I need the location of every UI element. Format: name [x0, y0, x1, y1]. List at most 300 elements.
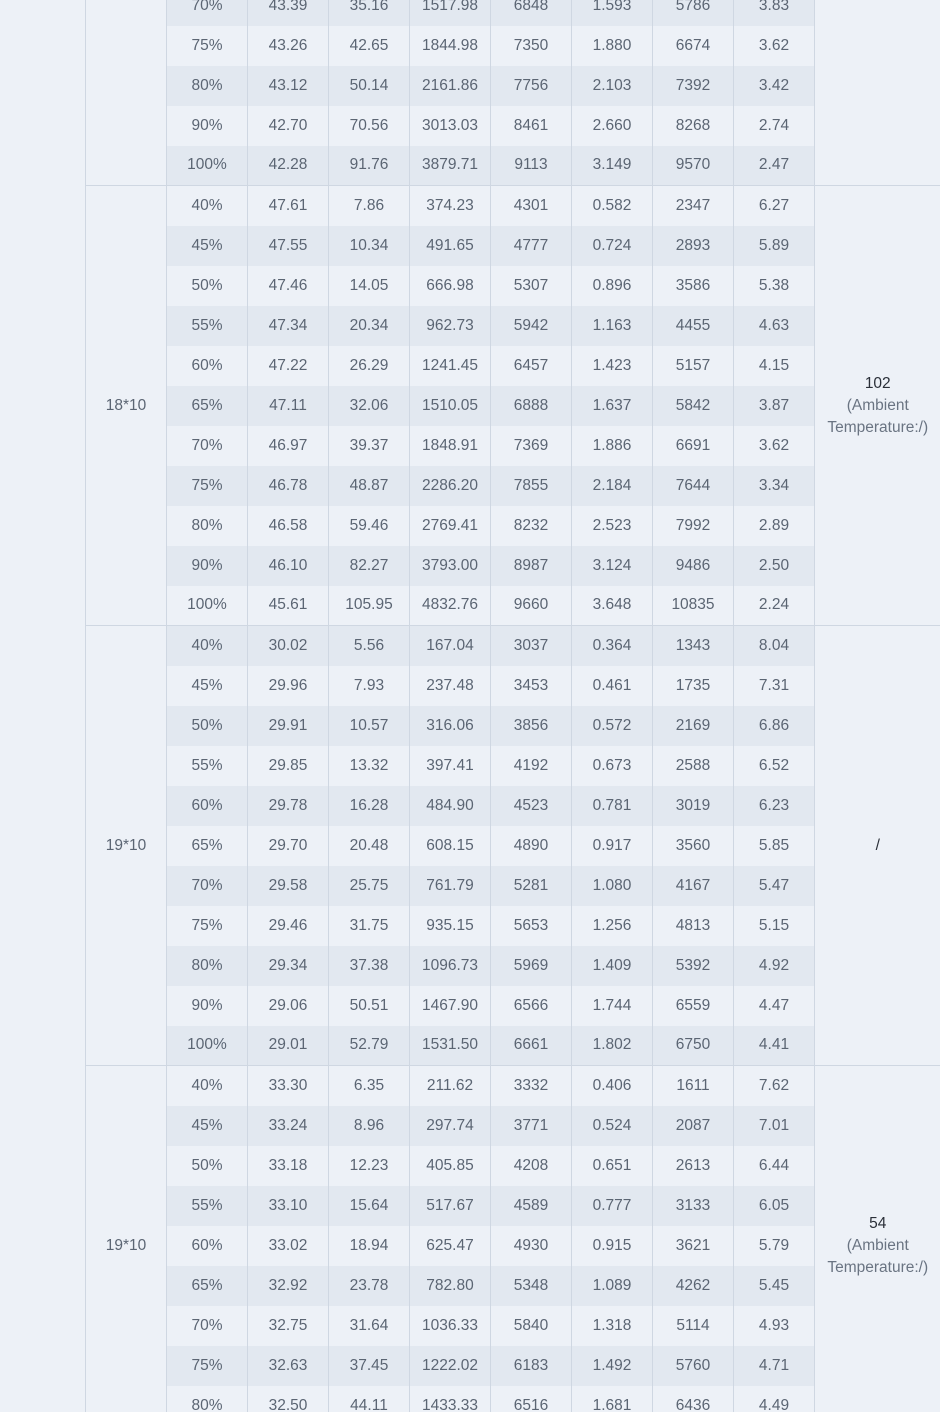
- value-cell: 44.11: [329, 1386, 410, 1412]
- value-cell: 42.65: [329, 26, 410, 66]
- value-cell: 26.29: [329, 346, 410, 386]
- value-cell: 2.103: [572, 66, 653, 106]
- table-row: [86, 986, 940, 1026]
- value-cell: 8461: [491, 106, 572, 146]
- value-cell: 9486: [653, 546, 734, 586]
- value-cell: 8268: [653, 106, 734, 146]
- value-cell: 32.63: [248, 1346, 329, 1386]
- value-cell: 29.78: [248, 786, 329, 826]
- value-cell: 7.31: [734, 666, 815, 706]
- value-cell: 5942: [491, 306, 572, 346]
- value-cell: 10835: [653, 586, 734, 626]
- value-cell: 1.593: [572, 0, 653, 26]
- value-cell: 91.76: [329, 146, 410, 186]
- value-cell: 211.62: [410, 1066, 491, 1106]
- load-percent-cell: 70%: [167, 426, 248, 466]
- value-cell: 6.52: [734, 746, 815, 786]
- value-cell: 3879.71: [410, 146, 491, 186]
- table-row: [86, 1386, 940, 1412]
- load-percent-cell: 80%: [167, 946, 248, 986]
- value-cell: 491.65: [410, 226, 491, 266]
- value-cell: 3.87: [734, 386, 815, 426]
- value-cell: 4.92: [734, 946, 815, 986]
- value-cell: 4523: [491, 786, 572, 826]
- value-cell: 0.724: [572, 226, 653, 266]
- value-cell: 20.34: [329, 306, 410, 346]
- value-cell: 1510.05: [410, 386, 491, 426]
- value-cell: 2769.41: [410, 506, 491, 546]
- value-cell: 10.57: [329, 706, 410, 746]
- value-cell: 2169: [653, 706, 734, 746]
- value-cell: 1467.90: [410, 986, 491, 1026]
- model-size-cell: [86, 0, 167, 186]
- value-cell: 0.896: [572, 266, 653, 306]
- value-cell: 517.67: [410, 1186, 491, 1226]
- load-percent-cell: 75%: [167, 466, 248, 506]
- table-row: [86, 786, 940, 826]
- value-cell: 42.28: [248, 146, 329, 186]
- value-cell: 1.744: [572, 986, 653, 1026]
- value-cell: 2286.20: [410, 466, 491, 506]
- value-cell: 3560: [653, 826, 734, 866]
- value-cell: 6.05: [734, 1186, 815, 1226]
- value-cell: 5969: [491, 946, 572, 986]
- value-cell: 12.23: [329, 1146, 410, 1186]
- value-cell: 316.06: [410, 706, 491, 746]
- value-cell: 70.56: [329, 106, 410, 146]
- value-cell: 5.56: [329, 626, 410, 666]
- value-cell: 32.92: [248, 1266, 329, 1306]
- table-row: [86, 226, 940, 266]
- value-cell: 29.01: [248, 1026, 329, 1066]
- table-row: [86, 586, 940, 626]
- value-cell: 2.50: [734, 546, 815, 586]
- value-cell: 33.30: [248, 1066, 329, 1106]
- value-cell: 18.94: [329, 1226, 410, 1266]
- value-cell: 1.637: [572, 386, 653, 426]
- value-cell: 5281: [491, 866, 572, 906]
- load-percent-cell: 100%: [167, 586, 248, 626]
- value-cell: 50.14: [329, 66, 410, 106]
- value-cell: 4930: [491, 1226, 572, 1266]
- table-row: [86, 106, 940, 146]
- load-percent-cell: 65%: [167, 826, 248, 866]
- value-cell: 0.572: [572, 706, 653, 746]
- value-cell: 5.15: [734, 906, 815, 946]
- remark-cell: [815, 0, 940, 186]
- table-row: [86, 386, 940, 426]
- table-row: [86, 1306, 940, 1346]
- load-percent-cell: 45%: [167, 666, 248, 706]
- value-cell: 9660: [491, 586, 572, 626]
- load-percent-cell: 80%: [167, 1386, 248, 1412]
- value-cell: 3586: [653, 266, 734, 306]
- value-cell: 5114: [653, 1306, 734, 1346]
- value-cell: 43.12: [248, 66, 329, 106]
- value-cell: 3.83: [734, 0, 815, 26]
- value-cell: 47.22: [248, 346, 329, 386]
- value-cell: 7855: [491, 466, 572, 506]
- value-cell: 1096.73: [410, 946, 491, 986]
- value-cell: 0.524: [572, 1106, 653, 1146]
- value-cell: 4.71: [734, 1346, 815, 1386]
- value-cell: 6691: [653, 426, 734, 466]
- value-cell: 3453: [491, 666, 572, 706]
- load-percent-cell: 75%: [167, 26, 248, 66]
- value-cell: 29.46: [248, 906, 329, 946]
- value-cell: 0.917: [572, 826, 653, 866]
- value-cell: 29.58: [248, 866, 329, 906]
- value-cell: 33.24: [248, 1106, 329, 1146]
- value-cell: 4.15: [734, 346, 815, 386]
- value-cell: 4455: [653, 306, 734, 346]
- value-cell: 1222.02: [410, 1346, 491, 1386]
- value-cell: 2087: [653, 1106, 734, 1146]
- value-cell: 4.93: [734, 1306, 815, 1346]
- value-cell: 82.27: [329, 546, 410, 586]
- value-cell: 30.02: [248, 626, 329, 666]
- value-cell: 1036.33: [410, 1306, 491, 1346]
- value-cell: 4.47: [734, 986, 815, 1026]
- load-percent-cell: 50%: [167, 266, 248, 306]
- value-cell: 4832.76: [410, 586, 491, 626]
- value-cell: 1.409: [572, 946, 653, 986]
- model-size-cell: 19*10: [86, 1066, 167, 1412]
- value-cell: 7644: [653, 466, 734, 506]
- value-cell: 47.46: [248, 266, 329, 306]
- table-row: [86, 826, 940, 866]
- value-cell: 484.90: [410, 786, 491, 826]
- value-cell: 5.85: [734, 826, 815, 866]
- value-cell: 7392: [653, 66, 734, 106]
- table-row: [86, 1026, 940, 1066]
- value-cell: 48.87: [329, 466, 410, 506]
- table-row: [86, 866, 940, 906]
- value-cell: 20.48: [329, 826, 410, 866]
- value-cell: 3.34: [734, 466, 815, 506]
- load-percent-cell: 60%: [167, 786, 248, 826]
- load-percent-cell: 75%: [167, 906, 248, 946]
- remark-cell: [815, 1066, 940, 1412]
- value-cell: 666.98: [410, 266, 491, 306]
- value-cell: 5653: [491, 906, 572, 946]
- value-cell: 50.51: [329, 986, 410, 1026]
- table-row: [86, 906, 940, 946]
- remark-value: 102: [864, 374, 891, 392]
- value-cell: 7992: [653, 506, 734, 546]
- value-cell: 6559: [653, 986, 734, 1026]
- value-cell: 0.781: [572, 786, 653, 826]
- value-cell: 4.41: [734, 1026, 815, 1066]
- value-cell: 0.461: [572, 666, 653, 706]
- value-cell: 1.318: [572, 1306, 653, 1346]
- value-cell: 2.89: [734, 506, 815, 546]
- value-cell: 43.26: [248, 26, 329, 66]
- value-cell: 43.39: [248, 0, 329, 26]
- value-cell: 962.73: [410, 306, 491, 346]
- remark-cell: [815, 186, 940, 626]
- value-cell: 2.74: [734, 106, 815, 146]
- table-row: [86, 266, 940, 306]
- value-cell: 25.75: [329, 866, 410, 906]
- value-cell: 31.64: [329, 1306, 410, 1346]
- value-cell: 3037: [491, 626, 572, 666]
- value-cell: 1531.50: [410, 1026, 491, 1066]
- value-cell: 4589: [491, 1186, 572, 1226]
- value-cell: 1433.33: [410, 1386, 491, 1412]
- load-percent-cell: 70%: [167, 0, 248, 26]
- value-cell: 37.45: [329, 1346, 410, 1386]
- value-cell: 23.78: [329, 1266, 410, 1306]
- table-row: [86, 626, 940, 666]
- value-cell: 3621: [653, 1226, 734, 1266]
- table-row: [86, 26, 940, 66]
- value-cell: 32.50: [248, 1386, 329, 1412]
- load-percent-cell: 90%: [167, 986, 248, 1026]
- value-cell: 0.651: [572, 1146, 653, 1186]
- value-cell: 1.089: [572, 1266, 653, 1306]
- value-cell: 0.915: [572, 1226, 653, 1266]
- load-percent-cell: 60%: [167, 1226, 248, 1266]
- value-cell: 0.364: [572, 626, 653, 666]
- value-cell: 2.47: [734, 146, 815, 186]
- value-cell: 5307: [491, 266, 572, 306]
- value-cell: 5.89: [734, 226, 815, 266]
- table-row: [86, 706, 940, 746]
- value-cell: 29.91: [248, 706, 329, 746]
- performance-table: [85, 0, 940, 1412]
- value-cell: 1.886: [572, 426, 653, 466]
- load-percent-cell: 65%: [167, 386, 248, 426]
- value-cell: 29.96: [248, 666, 329, 706]
- value-cell: 29.85: [248, 746, 329, 786]
- value-cell: 9570: [653, 146, 734, 186]
- table-row: [86, 1066, 940, 1106]
- value-cell: 5.79: [734, 1226, 815, 1266]
- table-row: [86, 346, 940, 386]
- value-cell: 1.423: [572, 346, 653, 386]
- load-percent-cell: 50%: [167, 706, 248, 746]
- table-row: [86, 186, 940, 226]
- table-row: [86, 1146, 940, 1186]
- load-percent-cell: 45%: [167, 226, 248, 266]
- load-percent-cell: 65%: [167, 1266, 248, 1306]
- value-cell: 4208: [491, 1146, 572, 1186]
- value-cell: 4301: [491, 186, 572, 226]
- table-row: [86, 1106, 940, 1146]
- value-cell: 6183: [491, 1346, 572, 1386]
- value-cell: 2.24: [734, 586, 815, 626]
- table-row: [86, 1266, 940, 1306]
- value-cell: 1.492: [572, 1346, 653, 1386]
- value-cell: 3019: [653, 786, 734, 826]
- value-cell: 6436: [653, 1386, 734, 1412]
- value-cell: 1.080: [572, 866, 653, 906]
- value-cell: 10.34: [329, 226, 410, 266]
- value-cell: 31.75: [329, 906, 410, 946]
- table-row: [86, 1186, 940, 1226]
- value-cell: 5840: [491, 1306, 572, 1346]
- value-cell: 7350: [491, 26, 572, 66]
- load-percent-cell: 75%: [167, 1346, 248, 1386]
- value-cell: 625.47: [410, 1226, 491, 1266]
- value-cell: 3.124: [572, 546, 653, 586]
- ambient-temperature-note: (Ambient Temperature:/): [827, 1236, 929, 1276]
- value-cell: 2.660: [572, 106, 653, 146]
- value-cell: 5842: [653, 386, 734, 426]
- value-cell: 3856: [491, 706, 572, 746]
- value-cell: 1735: [653, 666, 734, 706]
- value-cell: 761.79: [410, 866, 491, 906]
- table-body: [86, 0, 940, 1412]
- value-cell: 59.46: [329, 506, 410, 546]
- value-cell: 47.34: [248, 306, 329, 346]
- value-cell: 7756: [491, 66, 572, 106]
- table-row: [86, 146, 940, 186]
- value-cell: 6888: [491, 386, 572, 426]
- load-percent-cell: 50%: [167, 1146, 248, 1186]
- load-percent-cell: 70%: [167, 1306, 248, 1346]
- table-row: [86, 0, 940, 26]
- value-cell: 1844.98: [410, 26, 491, 66]
- value-cell: 4777: [491, 226, 572, 266]
- value-cell: 3793.00: [410, 546, 491, 586]
- load-percent-cell: 70%: [167, 866, 248, 906]
- load-percent-cell: 40%: [167, 626, 248, 666]
- load-percent-cell: 55%: [167, 746, 248, 786]
- value-cell: 3.62: [734, 426, 815, 466]
- load-percent-cell: 55%: [167, 306, 248, 346]
- value-cell: 5760: [653, 1346, 734, 1386]
- value-cell: 14.05: [329, 266, 410, 306]
- value-cell: 4192: [491, 746, 572, 786]
- value-cell: 42.70: [248, 106, 329, 146]
- value-cell: 0.777: [572, 1186, 653, 1226]
- value-cell: 297.74: [410, 1106, 491, 1146]
- table-row: [86, 66, 940, 106]
- value-cell: 46.78: [248, 466, 329, 506]
- value-cell: 8987: [491, 546, 572, 586]
- value-cell: 47.55: [248, 226, 329, 266]
- value-cell: 2.184: [572, 466, 653, 506]
- table-row: [86, 306, 940, 346]
- value-cell: 6.23: [734, 786, 815, 826]
- value-cell: 5.47: [734, 866, 815, 906]
- value-cell: 35.16: [329, 0, 410, 26]
- value-cell: 105.95: [329, 586, 410, 626]
- model-size-cell: 19*10: [86, 626, 167, 1066]
- value-cell: 608.15: [410, 826, 491, 866]
- value-cell: 4167: [653, 866, 734, 906]
- value-cell: 6457: [491, 346, 572, 386]
- value-cell: 3.62: [734, 26, 815, 66]
- table-row: [86, 426, 940, 466]
- remark-value: 54: [869, 1214, 887, 1232]
- load-percent-cell: 100%: [167, 1026, 248, 1066]
- value-cell: 8.04: [734, 626, 815, 666]
- value-cell: 4813: [653, 906, 734, 946]
- value-cell: 3.648: [572, 586, 653, 626]
- value-cell: 5157: [653, 346, 734, 386]
- value-cell: 47.11: [248, 386, 329, 426]
- load-percent-cell: 100%: [167, 146, 248, 186]
- table-row: [86, 1226, 940, 1266]
- value-cell: 4.49: [734, 1386, 815, 1412]
- value-cell: 397.41: [410, 746, 491, 786]
- value-cell: 1.163: [572, 306, 653, 346]
- value-cell: 3332: [491, 1066, 572, 1106]
- value-cell: 1.880: [572, 26, 653, 66]
- value-cell: 4262: [653, 1266, 734, 1306]
- value-cell: 39.37: [329, 426, 410, 466]
- value-cell: 3013.03: [410, 106, 491, 146]
- value-cell: 3.149: [572, 146, 653, 186]
- table-row: [86, 1346, 940, 1386]
- value-cell: 4.63: [734, 306, 815, 346]
- value-cell: 0.406: [572, 1066, 653, 1106]
- performance-table-container: [85, 0, 940, 1412]
- value-cell: 3.42: [734, 66, 815, 106]
- value-cell: 46.58: [248, 506, 329, 546]
- table-row: [86, 506, 940, 546]
- value-cell: 7.01: [734, 1106, 815, 1146]
- value-cell: 46.97: [248, 426, 329, 466]
- value-cell: 2347: [653, 186, 734, 226]
- value-cell: 6516: [491, 1386, 572, 1412]
- value-cell: 8.96: [329, 1106, 410, 1146]
- value-cell: 33.10: [248, 1186, 329, 1226]
- remark-value: /: [875, 836, 880, 854]
- value-cell: 13.32: [329, 746, 410, 786]
- table-row: [86, 466, 940, 506]
- value-cell: 2613: [653, 1146, 734, 1186]
- table-row: [86, 666, 940, 706]
- value-cell: 5392: [653, 946, 734, 986]
- value-cell: 6848: [491, 0, 572, 26]
- value-cell: 37.38: [329, 946, 410, 986]
- value-cell: 45.61: [248, 586, 329, 626]
- value-cell: 374.23: [410, 186, 491, 226]
- value-cell: 6674: [653, 26, 734, 66]
- value-cell: 33.02: [248, 1226, 329, 1266]
- ambient-temperature-note: (Ambient Temperature:/): [827, 396, 929, 436]
- value-cell: 7.86: [329, 186, 410, 226]
- value-cell: 5348: [491, 1266, 572, 1306]
- value-cell: 405.85: [410, 1146, 491, 1186]
- value-cell: 6.86: [734, 706, 815, 746]
- load-percent-cell: 40%: [167, 1066, 248, 1106]
- remark-cell: [815, 626, 940, 1066]
- value-cell: 1517.98: [410, 0, 491, 26]
- value-cell: 7.93: [329, 666, 410, 706]
- value-cell: 33.18: [248, 1146, 329, 1186]
- value-cell: 29.34: [248, 946, 329, 986]
- value-cell: 29.70: [248, 826, 329, 866]
- value-cell: 9113: [491, 146, 572, 186]
- value-cell: 5.45: [734, 1266, 815, 1306]
- value-cell: 1.256: [572, 906, 653, 946]
- value-cell: 1241.45: [410, 346, 491, 386]
- load-percent-cell: 80%: [167, 506, 248, 546]
- load-percent-cell: 45%: [167, 1106, 248, 1146]
- value-cell: 167.04: [410, 626, 491, 666]
- value-cell: 7369: [491, 426, 572, 466]
- value-cell: 6661: [491, 1026, 572, 1066]
- value-cell: 15.64: [329, 1186, 410, 1226]
- load-percent-cell: 55%: [167, 1186, 248, 1226]
- load-percent-cell: 90%: [167, 106, 248, 146]
- value-cell: 2588: [653, 746, 734, 786]
